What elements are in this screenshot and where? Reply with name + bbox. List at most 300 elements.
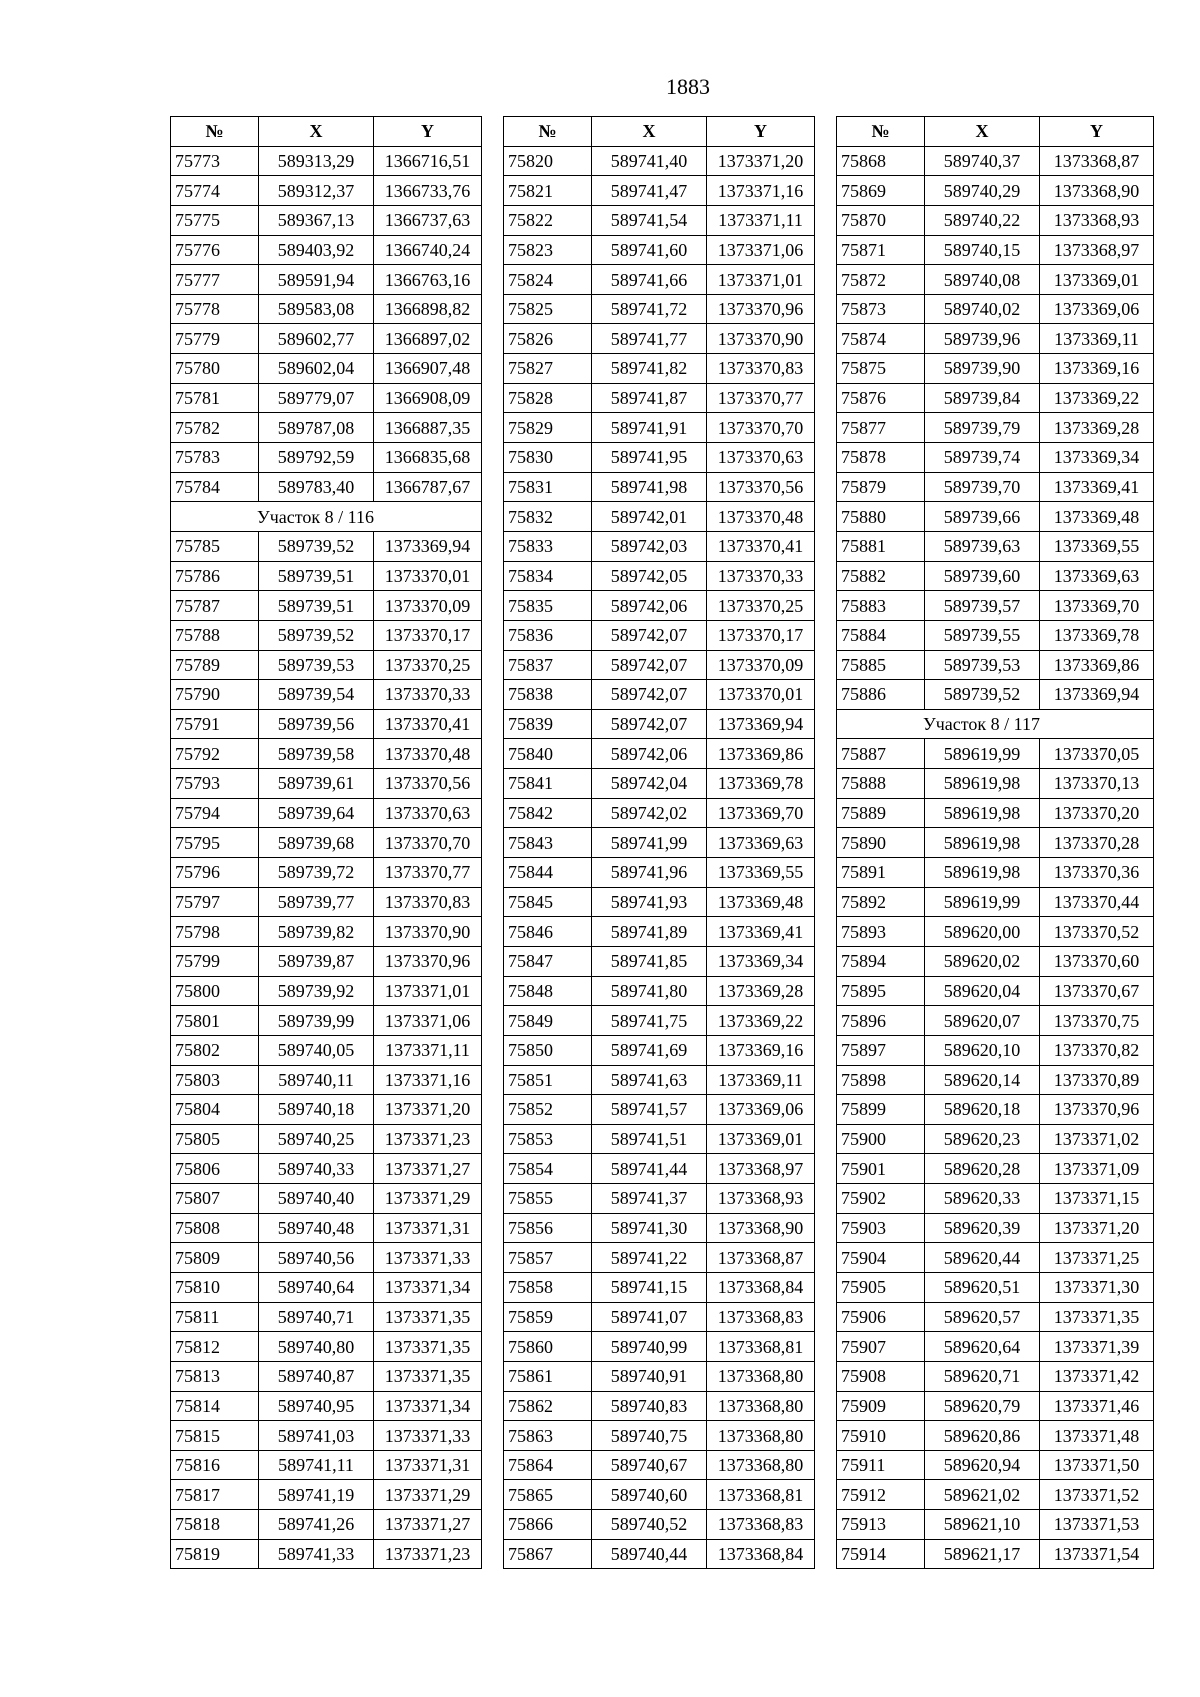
point-number-cell: 75782 — [171, 413, 259, 443]
y-coordinate-cell: 1373368,80 — [707, 1421, 815, 1451]
y-coordinate-cell: 1366737,63 — [374, 205, 482, 235]
x-coordinate-cell: 589740,37 — [925, 146, 1040, 176]
table-row — [504, 680, 815, 710]
x-coordinate-cell: 589739,63 — [925, 531, 1040, 561]
y-coordinate-cell: 1373371,06 — [707, 235, 815, 265]
x-coordinate-cell: 589740,64 — [259, 1272, 374, 1302]
point-number-cell: 75828 — [504, 383, 592, 413]
point-number-cell: 75884 — [837, 620, 925, 650]
table-row — [504, 1539, 815, 1569]
table-row — [504, 1480, 815, 1510]
x-coordinate-cell: 589739,55 — [925, 620, 1040, 650]
table-row — [171, 1421, 482, 1451]
y-coordinate-cell: 1373369,28 — [707, 976, 815, 1006]
table-row — [504, 1332, 815, 1362]
y-coordinate-cell: 1373368,90 — [707, 1213, 815, 1243]
y-coordinate-cell: 1373369,48 — [1040, 502, 1154, 532]
table-row — [837, 1361, 1154, 1391]
point-number-cell: 75834 — [504, 561, 592, 591]
table-row — [837, 591, 1154, 621]
y-coordinate-cell: 1373368,93 — [1040, 205, 1154, 235]
y-coordinate-cell: 1373369,01 — [707, 1124, 815, 1154]
table-row — [837, 1421, 1154, 1451]
table-row — [504, 561, 815, 591]
x-coordinate-cell: 589403,92 — [259, 235, 374, 265]
x-coordinate-cell: 589741,15 — [592, 1272, 707, 1302]
table-row — [171, 1510, 482, 1540]
table-row — [504, 917, 815, 947]
x-coordinate-cell: 589739,68 — [259, 828, 374, 858]
header-y: Y — [374, 117, 482, 147]
x-coordinate-cell: 589739,60 — [925, 561, 1040, 591]
y-coordinate-cell: 1373371,34 — [374, 1391, 482, 1421]
x-coordinate-cell: 589741,72 — [592, 294, 707, 324]
section-row — [837, 709, 1154, 739]
x-coordinate-cell: 589741,95 — [592, 443, 707, 473]
table-row — [504, 413, 815, 443]
y-coordinate-cell: 1373371,20 — [374, 1095, 482, 1125]
x-coordinate-cell: 589619,99 — [925, 739, 1040, 769]
x-coordinate-cell: 589792,59 — [259, 443, 374, 473]
coordinates-table-2 — [503, 116, 815, 1569]
table-row — [837, 798, 1154, 828]
point-number-cell: 75824 — [504, 265, 592, 295]
point-number-cell: 75873 — [837, 294, 925, 324]
x-coordinate-cell: 589741,89 — [592, 917, 707, 947]
x-coordinate-cell: 589739,77 — [259, 887, 374, 917]
x-coordinate-cell: 589620,39 — [925, 1213, 1040, 1243]
x-coordinate-cell: 589740,52 — [592, 1510, 707, 1540]
y-coordinate-cell: 1373370,96 — [707, 294, 815, 324]
point-number-cell: 75832 — [504, 502, 592, 532]
x-coordinate-cell: 589620,51 — [925, 1272, 1040, 1302]
point-number-cell: 75878 — [837, 443, 925, 473]
table-row — [837, 324, 1154, 354]
table-row — [504, 739, 815, 769]
table-row — [837, 146, 1154, 176]
point-number-cell: 75887 — [837, 739, 925, 769]
x-coordinate-cell: 589741,37 — [592, 1184, 707, 1214]
x-coordinate-cell: 589740,91 — [592, 1361, 707, 1391]
point-number-cell: 75778 — [171, 294, 259, 324]
table-row — [837, 946, 1154, 976]
point-number-cell: 75860 — [504, 1332, 592, 1362]
point-number-cell: 75800 — [171, 976, 259, 1006]
table-row — [504, 443, 815, 473]
table-row — [171, 1213, 482, 1243]
y-coordinate-cell: 1373370,82 — [1040, 1035, 1154, 1065]
point-number-cell: 75909 — [837, 1391, 925, 1421]
point-number-cell: 75854 — [504, 1154, 592, 1184]
y-coordinate-cell: 1373371,23 — [374, 1124, 482, 1154]
y-coordinate-cell: 1373371,33 — [374, 1421, 482, 1451]
point-number-cell: 75848 — [504, 976, 592, 1006]
header-number: № — [837, 117, 925, 147]
point-number-cell: 75827 — [504, 354, 592, 384]
section-title: Участок 8 / 116 — [171, 502, 482, 532]
y-coordinate-cell: 1373369,06 — [707, 1095, 815, 1125]
y-coordinate-cell: 1373369,63 — [707, 828, 815, 858]
x-coordinate-cell: 589739,79 — [925, 413, 1040, 443]
x-coordinate-cell: 589739,96 — [925, 324, 1040, 354]
table-row — [171, 1332, 482, 1362]
y-coordinate-cell: 1373369,55 — [707, 858, 815, 888]
point-number-cell: 75879 — [837, 472, 925, 502]
point-number-cell: 75865 — [504, 1480, 592, 1510]
coordinates-table-3 — [836, 116, 1154, 1569]
y-coordinate-cell: 1373371,48 — [1040, 1421, 1154, 1451]
point-number-cell: 75845 — [504, 887, 592, 917]
point-number-cell: 75847 — [504, 946, 592, 976]
table-row — [837, 680, 1154, 710]
y-coordinate-cell: 1373369,94 — [374, 531, 482, 561]
y-coordinate-cell: 1373370,48 — [374, 739, 482, 769]
point-number-cell: 75787 — [171, 591, 259, 621]
x-coordinate-cell: 589621,17 — [925, 1539, 1040, 1569]
x-coordinate-cell: 589740,80 — [259, 1332, 374, 1362]
x-coordinate-cell: 589620,64 — [925, 1332, 1040, 1362]
table-row — [171, 976, 482, 1006]
table-row — [837, 354, 1154, 384]
table-row — [837, 917, 1154, 947]
point-number-cell: 75890 — [837, 828, 925, 858]
table-row — [504, 1421, 815, 1451]
y-coordinate-cell: 1373370,17 — [707, 620, 815, 650]
point-number-cell: 75908 — [837, 1361, 925, 1391]
y-coordinate-cell: 1373370,36 — [1040, 858, 1154, 888]
x-coordinate-cell: 589740,15 — [925, 235, 1040, 265]
x-coordinate-cell: 589787,08 — [259, 413, 374, 443]
table-row — [837, 443, 1154, 473]
point-number-cell: 75899 — [837, 1095, 925, 1125]
y-coordinate-cell: 1373369,94 — [1040, 680, 1154, 710]
point-number-cell: 75788 — [171, 620, 259, 650]
point-number-cell: 75785 — [171, 531, 259, 561]
y-coordinate-cell: 1373371,34 — [374, 1272, 482, 1302]
point-number-cell: 75880 — [837, 502, 925, 532]
table-row — [504, 354, 815, 384]
x-coordinate-cell: 589583,08 — [259, 294, 374, 324]
table-row — [171, 561, 482, 591]
table-row — [171, 205, 482, 235]
x-coordinate-cell: 589740,22 — [925, 205, 1040, 235]
table-row — [504, 591, 815, 621]
y-coordinate-cell: 1373371,06 — [374, 1006, 482, 1036]
section-row — [171, 502, 482, 532]
table-row — [171, 946, 482, 976]
point-number-cell: 75806 — [171, 1154, 259, 1184]
page-number: 1883 — [666, 74, 710, 99]
point-number-cell: 75872 — [837, 265, 925, 295]
x-coordinate-cell: 589740,95 — [259, 1391, 374, 1421]
point-number-cell: 75775 — [171, 205, 259, 235]
point-number-cell: 75855 — [504, 1184, 592, 1214]
table-row — [504, 1302, 815, 1332]
y-coordinate-cell: 1373371,11 — [707, 205, 815, 235]
x-coordinate-cell: 589739,56 — [259, 709, 374, 739]
x-coordinate-cell: 589740,25 — [259, 1124, 374, 1154]
x-coordinate-cell: 589740,29 — [925, 176, 1040, 206]
x-coordinate-cell: 589739,84 — [925, 383, 1040, 413]
x-coordinate-cell: 589739,58 — [259, 739, 374, 769]
y-coordinate-cell: 1373370,83 — [374, 887, 482, 917]
x-coordinate-cell: 589620,57 — [925, 1302, 1040, 1332]
point-number-cell: 75793 — [171, 769, 259, 799]
x-coordinate-cell: 589741,99 — [592, 828, 707, 858]
y-coordinate-cell: 1373369,55 — [1040, 531, 1154, 561]
y-coordinate-cell: 1373368,84 — [707, 1272, 815, 1302]
point-number-cell: 75797 — [171, 887, 259, 917]
point-number-cell: 75840 — [504, 739, 592, 769]
y-coordinate-cell: 1373369,22 — [707, 1006, 815, 1036]
x-coordinate-cell: 589620,28 — [925, 1154, 1040, 1184]
point-number-cell: 75826 — [504, 324, 592, 354]
y-coordinate-cell: 1373368,83 — [707, 1302, 815, 1332]
x-coordinate-cell: 589742,05 — [592, 561, 707, 591]
table-row — [171, 1450, 482, 1480]
table-row — [504, 383, 815, 413]
x-coordinate-cell: 589620,23 — [925, 1124, 1040, 1154]
point-number-cell: 75875 — [837, 354, 925, 384]
y-coordinate-cell: 1373368,81 — [707, 1332, 815, 1362]
table-row — [504, 709, 815, 739]
table-row — [171, 858, 482, 888]
table-row — [504, 1213, 815, 1243]
x-coordinate-cell: 589740,02 — [925, 294, 1040, 324]
table-row — [171, 294, 482, 324]
y-coordinate-cell: 1373369,11 — [1040, 324, 1154, 354]
table-row — [837, 205, 1154, 235]
y-coordinate-cell: 1373368,87 — [1040, 146, 1154, 176]
point-number-cell: 75839 — [504, 709, 592, 739]
table-row — [171, 650, 482, 680]
x-coordinate-cell: 589742,04 — [592, 769, 707, 799]
y-coordinate-cell: 1373371,35 — [374, 1361, 482, 1391]
y-coordinate-cell: 1373368,80 — [707, 1450, 815, 1480]
y-coordinate-cell: 1373371,54 — [1040, 1539, 1154, 1569]
y-coordinate-cell: 1373370,77 — [707, 383, 815, 413]
x-coordinate-cell: 589740,87 — [259, 1361, 374, 1391]
y-coordinate-cell: 1373369,06 — [1040, 294, 1154, 324]
y-coordinate-cell: 1373371,35 — [1040, 1302, 1154, 1332]
x-coordinate-cell: 589740,60 — [592, 1480, 707, 1510]
x-coordinate-cell: 589740,83 — [592, 1391, 707, 1421]
table-row — [504, 769, 815, 799]
x-coordinate-cell: 589313,29 — [259, 146, 374, 176]
x-coordinate-cell: 589739,52 — [259, 620, 374, 650]
table-row — [837, 1272, 1154, 1302]
y-coordinate-cell: 1373370,96 — [374, 946, 482, 976]
y-coordinate-cell: 1373368,81 — [707, 1480, 815, 1510]
point-number-cell: 75867 — [504, 1539, 592, 1569]
x-coordinate-cell: 589739,92 — [259, 976, 374, 1006]
point-number-cell: 75874 — [837, 324, 925, 354]
table-row — [837, 1213, 1154, 1243]
table-row — [171, 1065, 482, 1095]
table-row — [504, 1272, 815, 1302]
y-coordinate-cell: 1373369,34 — [1040, 443, 1154, 473]
y-coordinate-cell: 1366908,09 — [374, 383, 482, 413]
x-coordinate-cell: 589739,52 — [925, 680, 1040, 710]
coordinates-table-1 — [170, 116, 482, 1569]
x-coordinate-cell: 589740,75 — [592, 1421, 707, 1451]
y-coordinate-cell: 1373371,16 — [707, 176, 815, 206]
point-number-cell: 75914 — [837, 1539, 925, 1569]
point-number-cell: 75820 — [504, 146, 592, 176]
point-number-cell: 75823 — [504, 235, 592, 265]
table-row — [504, 1154, 815, 1184]
x-coordinate-cell: 589620,18 — [925, 1095, 1040, 1125]
x-coordinate-cell: 589740,56 — [259, 1243, 374, 1273]
y-coordinate-cell: 1373371,27 — [374, 1154, 482, 1184]
point-number-cell: 75815 — [171, 1421, 259, 1451]
y-coordinate-cell: 1373370,70 — [707, 413, 815, 443]
table-header-row — [837, 117, 1154, 147]
point-number-cell: 75837 — [504, 650, 592, 680]
table-row — [171, 620, 482, 650]
table-row — [171, 1539, 482, 1569]
table-row — [504, 828, 815, 858]
table-row — [171, 324, 482, 354]
table-row — [171, 383, 482, 413]
y-coordinate-cell: 1366835,68 — [374, 443, 482, 473]
table-row — [837, 620, 1154, 650]
x-coordinate-cell: 589742,01 — [592, 502, 707, 532]
table-row — [171, 1243, 482, 1273]
point-number-cell: 75891 — [837, 858, 925, 888]
x-coordinate-cell: 589741,80 — [592, 976, 707, 1006]
y-coordinate-cell: 1373369,78 — [1040, 620, 1154, 650]
point-number-cell: 75903 — [837, 1213, 925, 1243]
point-number-cell: 75896 — [837, 1006, 925, 1036]
point-number-cell: 75831 — [504, 472, 592, 502]
x-coordinate-cell: 589739,51 — [259, 561, 374, 591]
section-title: Участок 8 / 117 — [837, 709, 1154, 739]
point-number-cell: 75911 — [837, 1450, 925, 1480]
x-coordinate-cell: 589741,75 — [592, 1006, 707, 1036]
x-coordinate-cell: 589740,44 — [592, 1539, 707, 1569]
y-coordinate-cell: 1373370,09 — [707, 650, 815, 680]
x-coordinate-cell: 589739,57 — [925, 591, 1040, 621]
y-coordinate-cell: 1373370,70 — [374, 828, 482, 858]
y-coordinate-cell: 1373370,56 — [707, 472, 815, 502]
table-row — [171, 443, 482, 473]
table-row — [504, 976, 815, 1006]
y-coordinate-cell: 1373371,35 — [374, 1302, 482, 1332]
x-coordinate-cell: 589619,98 — [925, 798, 1040, 828]
y-coordinate-cell: 1373370,01 — [707, 680, 815, 710]
point-number-cell: 75883 — [837, 591, 925, 621]
table-row — [504, 324, 815, 354]
table-row — [504, 235, 815, 265]
table-row — [837, 176, 1154, 206]
y-coordinate-cell: 1373370,60 — [1040, 946, 1154, 976]
y-coordinate-cell: 1366763,16 — [374, 265, 482, 295]
point-number-cell: 75779 — [171, 324, 259, 354]
y-coordinate-cell: 1373369,86 — [707, 739, 815, 769]
y-coordinate-cell: 1373371,20 — [1040, 1213, 1154, 1243]
y-coordinate-cell: 1373369,48 — [707, 887, 815, 917]
x-coordinate-cell: 589742,06 — [592, 739, 707, 769]
point-number-cell: 75838 — [504, 680, 592, 710]
point-number-cell: 75861 — [504, 1361, 592, 1391]
point-number-cell: 75912 — [837, 1480, 925, 1510]
y-coordinate-cell: 1373371,02 — [1040, 1124, 1154, 1154]
table-row — [504, 1065, 815, 1095]
x-coordinate-cell: 589739,61 — [259, 769, 374, 799]
x-coordinate-cell: 589742,07 — [592, 650, 707, 680]
y-coordinate-cell: 1373370,05 — [1040, 739, 1154, 769]
x-coordinate-cell: 589741,57 — [592, 1095, 707, 1125]
x-coordinate-cell: 589740,67 — [592, 1450, 707, 1480]
table-row — [504, 946, 815, 976]
x-coordinate-cell: 589740,05 — [259, 1035, 374, 1065]
table-row — [837, 858, 1154, 888]
table-row — [504, 1243, 815, 1273]
y-coordinate-cell: 1366733,76 — [374, 176, 482, 206]
x-coordinate-cell: 589741,54 — [592, 205, 707, 235]
table-row — [837, 1154, 1154, 1184]
x-coordinate-cell: 589740,18 — [259, 1095, 374, 1125]
table-row — [504, 531, 815, 561]
x-coordinate-cell: 589741,07 — [592, 1302, 707, 1332]
header-y: Y — [707, 117, 815, 147]
table-row — [171, 1302, 482, 1332]
x-coordinate-cell: 589739,70 — [925, 472, 1040, 502]
y-coordinate-cell: 1373370,44 — [1040, 887, 1154, 917]
y-coordinate-cell: 1373369,94 — [707, 709, 815, 739]
table-row — [837, 1302, 1154, 1332]
point-number-cell: 75857 — [504, 1243, 592, 1273]
x-coordinate-cell: 589741,40 — [592, 146, 707, 176]
x-coordinate-cell: 589741,66 — [592, 265, 707, 295]
x-coordinate-cell: 589741,22 — [592, 1243, 707, 1273]
y-coordinate-cell: 1373368,97 — [1040, 235, 1154, 265]
table-row — [837, 561, 1154, 591]
table-row — [837, 235, 1154, 265]
point-number-cell: 75853 — [504, 1124, 592, 1154]
y-coordinate-cell: 1373370,67 — [1040, 976, 1154, 1006]
y-coordinate-cell: 1373370,28 — [1040, 828, 1154, 858]
table-row — [504, 146, 815, 176]
y-coordinate-cell: 1373371,15 — [1040, 1184, 1154, 1214]
x-coordinate-cell: 589619,98 — [925, 828, 1040, 858]
table-row — [504, 1361, 815, 1391]
x-coordinate-cell: 589741,69 — [592, 1035, 707, 1065]
x-coordinate-cell: 589739,99 — [259, 1006, 374, 1036]
x-coordinate-cell: 589741,26 — [259, 1510, 374, 1540]
x-coordinate-cell: 589739,53 — [259, 650, 374, 680]
point-number-cell: 75898 — [837, 1065, 925, 1095]
y-coordinate-cell: 1373370,17 — [374, 620, 482, 650]
table-row — [171, 1035, 482, 1065]
y-coordinate-cell: 1373371,16 — [374, 1065, 482, 1095]
x-coordinate-cell: 589742,03 — [592, 531, 707, 561]
y-coordinate-cell: 1373371,09 — [1040, 1154, 1154, 1184]
point-number-cell: 75774 — [171, 176, 259, 206]
point-number-cell: 75799 — [171, 946, 259, 976]
y-coordinate-cell: 1373371,29 — [374, 1480, 482, 1510]
point-number-cell: 75790 — [171, 680, 259, 710]
y-coordinate-cell: 1373369,41 — [1040, 472, 1154, 502]
y-coordinate-cell: 1373371,42 — [1040, 1361, 1154, 1391]
table-row — [504, 650, 815, 680]
table-row — [171, 1124, 482, 1154]
table-row — [504, 472, 815, 502]
x-coordinate-cell: 589602,04 — [259, 354, 374, 384]
y-coordinate-cell: 1373370,41 — [374, 709, 482, 739]
table-row — [171, 1272, 482, 1302]
